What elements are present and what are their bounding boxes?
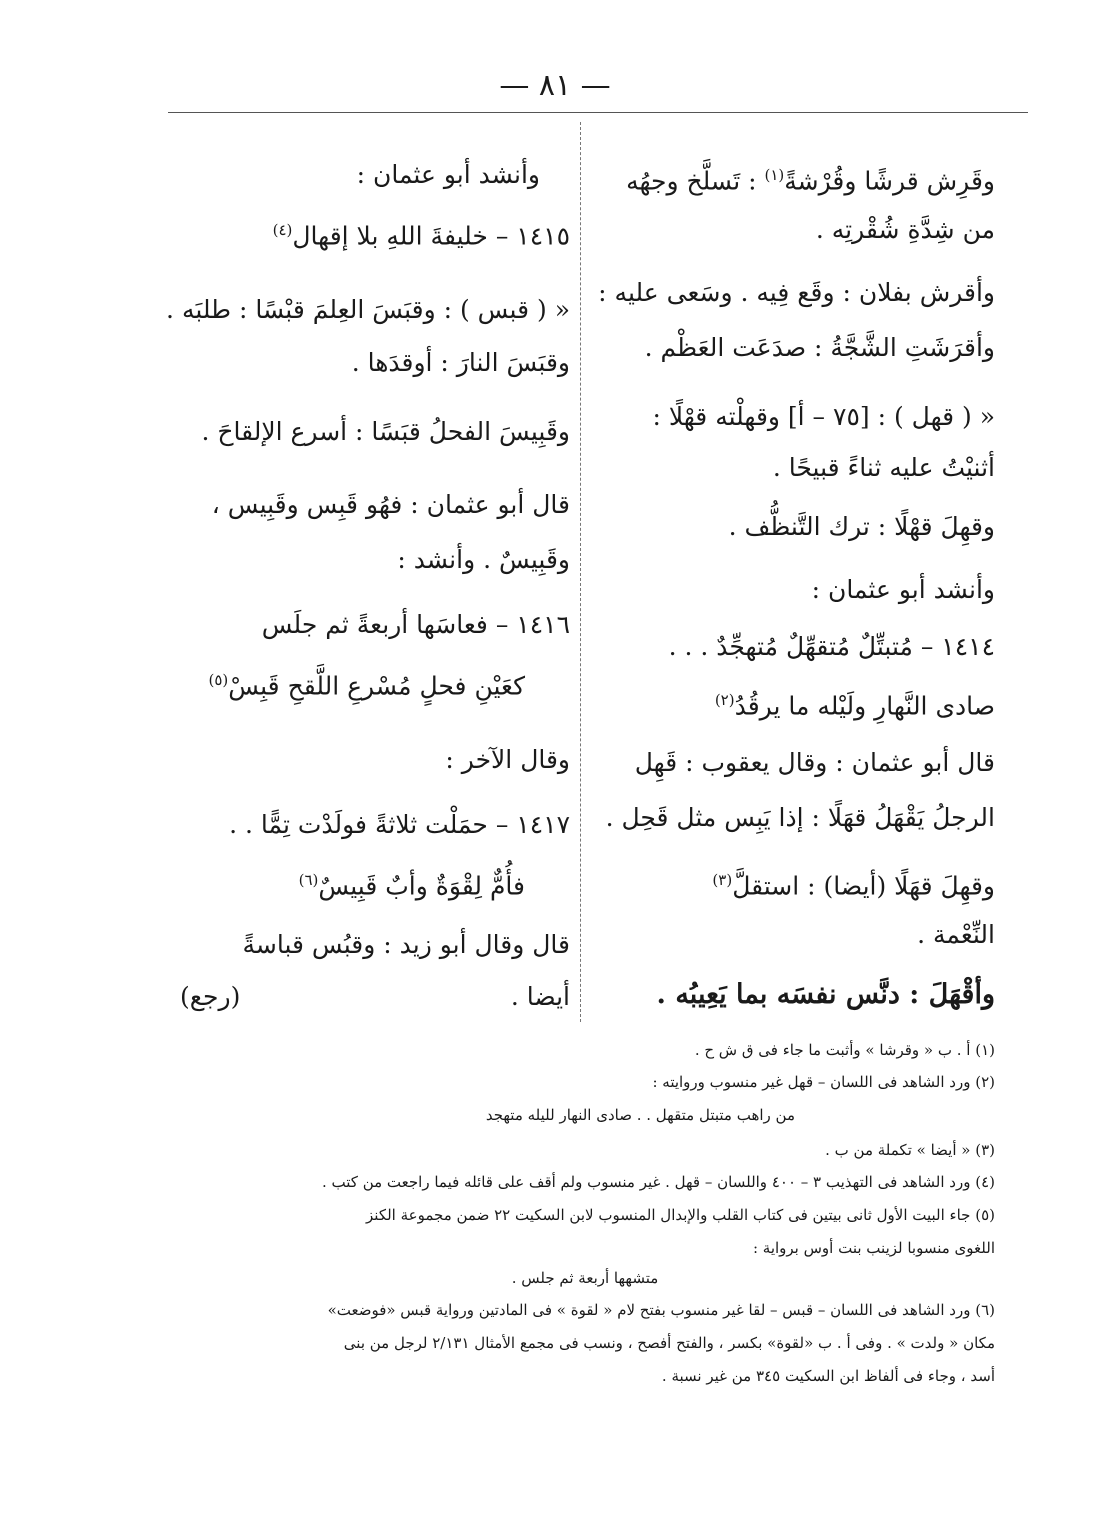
footnote-ref: (٢) [714, 691, 735, 709]
verse-number-line: ١٤١٤ – مُتبتِّلٌ مُتقهِّلٌ مُتهجِّدٌ . . . [668, 632, 995, 661]
page-number: — ٨١ — [499, 68, 611, 103]
verse-line: فأُمٌّ لِقْوَةٌ وأبٌ قَبِيسٌ$^{(٦)}$ [298, 871, 525, 901]
footnote: (٢) ورد الشاهد فى اللسان – قهل غير منسوب وروايته : [652, 1073, 995, 1091]
text-line: أيضا . [510, 982, 570, 1011]
footnote-ref: (٤) [272, 221, 293, 239]
text-line: وقَبِيسَ الفحلُ قبَسًا : أسرع الإلقاحَ . [201, 417, 570, 446]
entry-heading: « ( قهل ) : [٧٥ – أ] وقهلْته قهْلًا : [652, 402, 995, 431]
verse-line: ١٤١٥ – خليفةَ اللهِ بلا إقهال$^{(٤)}$ [272, 221, 570, 251]
footnote-ref: (٣) [712, 871, 733, 889]
text-line: وأنشد أبو عثمان : [811, 575, 995, 604]
footnote: اللغوى منسوبا لزينب بنت أوس برواية : [752, 1239, 995, 1257]
footnote: مكان « ولدت » . وفى أ . ب «لقوة» بكسر ، والفتح أفصح ، ونسب فى مجمع الأمثال ٢/١٣١ لرجل من بنى [343, 1334, 995, 1352]
text-line: قال أبو عثمان : فهُو قَبِس وقَبِيس ، [211, 490, 570, 519]
text-line: وقَرِش قرشًا وقُرْشةً$^{(١)}$ : تَسلَّخ وجهُه [626, 166, 995, 196]
text-line: أثنيْتُ عليه ثناءً قبيحًا . [772, 453, 995, 482]
verse-number-line: ١٤١٦ – فعاسَها أربعةً ثم جلَس [261, 610, 570, 639]
footnote: أسد ، وجاء فى ألفاظ ابن السكيت ٣٤٥ من غير نسبة . [661, 1367, 995, 1385]
footnote-verse: من راهب متبتل متقهل . . صادى النهار لليله متهجد [485, 1106, 795, 1124]
catchword: (رجع) [180, 982, 241, 1011]
text-line: وأقرَشَتِ الشَّجَّةُ : صدَعَت العَظْم . [644, 333, 995, 362]
text-line: النِّعْمة . [917, 920, 995, 949]
text-line: الرجلُ يَقْهَلُ قهَلًا : إذا يَبِس مثل قَحِل . [605, 803, 995, 832]
footnote-ref: (٦) [298, 871, 319, 889]
column-divider [580, 122, 581, 1022]
verse-line: صادى النَّهارِ ولَيْله ما يرقُدُ$^{(٢)}$ [714, 691, 995, 721]
text-line: وأنشد أبو عثمان : [356, 160, 540, 189]
text-line: وأقرش بفلان : وقَع فِيه . وسَعى عليه : [598, 278, 995, 307]
footnote: (١) أ . ب « وقرشا » وأثبت ما جاء فى ق ش ح . [694, 1041, 995, 1059]
footnote: (٦) ورد الشاهد فى اللسان – قبس – لقا غير منسوب بفتح لام « لقوة » فى المادتين ورواية قبس «فوضعت» [327, 1301, 995, 1319]
text-line: قال وقال أبو زيد : وقبُس قباسةً [242, 930, 570, 959]
footnote: (٤) ورد الشاهد فى التهذيب ٣ – ٤٠٠ واللسان – قهل . غير منسوب ولم أقف على قائله فيما راجعت من كتب . [322, 1173, 995, 1191]
footnote: (٥) جاء البيت الأول ثانى بيتين فى كتاب القلب والإبدال المنسوب لابن السكيت ٢٢ ضمن مجموعة الكنز [366, 1206, 995, 1224]
header-rule [168, 112, 1028, 113]
text-line: من شِدَّةِ شُقْرتِه . [815, 215, 995, 244]
text-line: وقهِلَ قهَلًا (أيضا) : استقلَّ$^{(٣)}$ [712, 871, 995, 901]
verse-number-line: ١٤١٧ – حمَلْت ثلاثةً فولَدْت تِمًّا . . [229, 810, 570, 839]
text-line: وأقْهَلَ : دنَّس نفسَه بما يَعِيبُه . [656, 979, 995, 1010]
footnote-verse: متشهها أربعة ثم جلس . [511, 1269, 659, 1287]
verse-line: كعَيْنِ فحلٍ مُسْرعِ اللَّقحِ قَبِسْ$^{(٥)}$ [208, 671, 525, 701]
text-line: وقَبِيسٌ . وأنشد : [397, 545, 570, 574]
text-line: قال أبو عثمان : وقال يعقوب : قَهِل [634, 748, 995, 777]
text-line: وقبَسَ النارَ : أوقدَها . [351, 348, 570, 377]
footnote-ref: (٥) [208, 671, 229, 689]
entry-heading: « ( قبس ) : وقبَسَ العِلمَ قبْسًا : طلبَه . [166, 295, 570, 324]
footnote: (٣) « أيضا » تكملة من ب . [825, 1141, 995, 1159]
text-line: وقهِلَ قهْلًا : ترك التَّنظُّف . [728, 512, 995, 541]
text-line: وقال الآخر : [445, 745, 570, 774]
footnote-ref: (١) [764, 166, 785, 184]
